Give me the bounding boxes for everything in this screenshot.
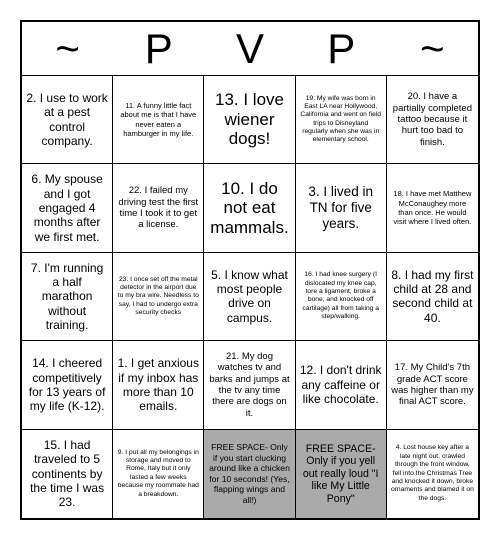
bingo-cell[interactable]: 13. I love wiener dogs! <box>204 76 295 164</box>
header-letter-5: ~ <box>420 24 445 72</box>
bingo-cell[interactable]: 4. Lost house key after a late night out, crawled through the front window, fell into the Christmas Tree and knocked it down, broke ornaments and blamed it on the dogs. <box>390 444 474 502</box>
header-letter-3: V <box>235 24 264 72</box>
bingo-cell[interactable]: 18. I have met Matthew McConaughey more than once. He would visit where I lived often. <box>387 164 478 252</box>
bingo-cell[interactable]: 12. I don't drink any caffeine or like chocolate. <box>296 341 387 429</box>
bingo-cell[interactable]: 6. My spouse and I got engaged 4 months after we first met. <box>22 164 113 252</box>
header-letter-2: P <box>144 24 173 72</box>
bingo-cell[interactable]: 16. I had knee surgery (I dislocated my knee cap, tore a ligament, broke a bone, and knocked off cartilage) all from taking a step/walking. <box>296 253 387 341</box>
bingo-header <box>22 22 478 76</box>
bingo-cell[interactable]: 7. I'm running a half marathon without training. <box>22 253 113 341</box>
bingo-cell[interactable]: 21. My dog watches tv and barks and jumps at the tv any time there are dogs on it. <box>204 341 295 429</box>
header-letter-4: P <box>327 24 356 72</box>
bingo-cell[interactable]: 5. I know what most people drive on campus. <box>204 253 295 341</box>
free-space-cell[interactable]: FREE SPACE- Only if you yell out really loud "I like My Little Pony" <box>296 430 387 518</box>
free-space-cell[interactable]: FREE SPACE- Only if you start clucking around like a chicken for 10 seconds! (Yes, flapping wings and all!) <box>204 430 295 518</box>
bingo-cell[interactable]: 8. I had my first child at 28 and second child at 40. <box>387 253 478 341</box>
bingo-cell[interactable]: 1. I get anxious if my inbox has more than 10 emails. <box>113 341 204 429</box>
bingo-cell[interactable]: 22. I failed my driving test the first time I took it to get a license. <box>113 164 204 252</box>
bingo-cell[interactable]: 14. I cheered competitively for 13 years of my life (K-12). <box>22 341 113 429</box>
bingo-cell[interactable]: 10. I do not eat mammals. <box>204 164 295 252</box>
bingo-cell[interactable]: 2. I use to work at a pest control company. <box>22 76 113 164</box>
bingo-cell[interactable]: 17. My Child's 7th grade ACT score was higher than my final ACT score. <box>387 341 478 429</box>
bingo-grid <box>22 76 478 518</box>
bingo-cell[interactable]: 15. I had traveled to 5 continents by the time I was 23. <box>22 430 113 518</box>
bingo-cell[interactable]: 20. I have a partially completed tattoo because it hurt too bad to finish. <box>387 76 478 164</box>
bingo-cell[interactable]: 23. I once set off the metal detector in the airport due to my bra wire. Needless to say, I had to undergo extra security checks <box>113 253 204 341</box>
bingo-cell[interactable]: 19. My wife was born in East LA near Hollywood, California and went on field trips to Disneyland regularly when she was in elementary school. <box>296 76 387 164</box>
header-letter-1: ~ <box>55 24 80 72</box>
bingo-cell[interactable]: 9. I put all my belongings in storage and moved to Rome, Italy but it only lasted a few weeks because my roommate had a breakdown. <box>113 430 204 518</box>
bingo-cell[interactable]: 3. I lived in TN for five years. <box>296 164 387 252</box>
bingo-board <box>20 20 480 520</box>
bingo-cell[interactable]: 11. A funny little fact about me is that I have never eaten a hamburger in my life. <box>113 76 204 164</box>
